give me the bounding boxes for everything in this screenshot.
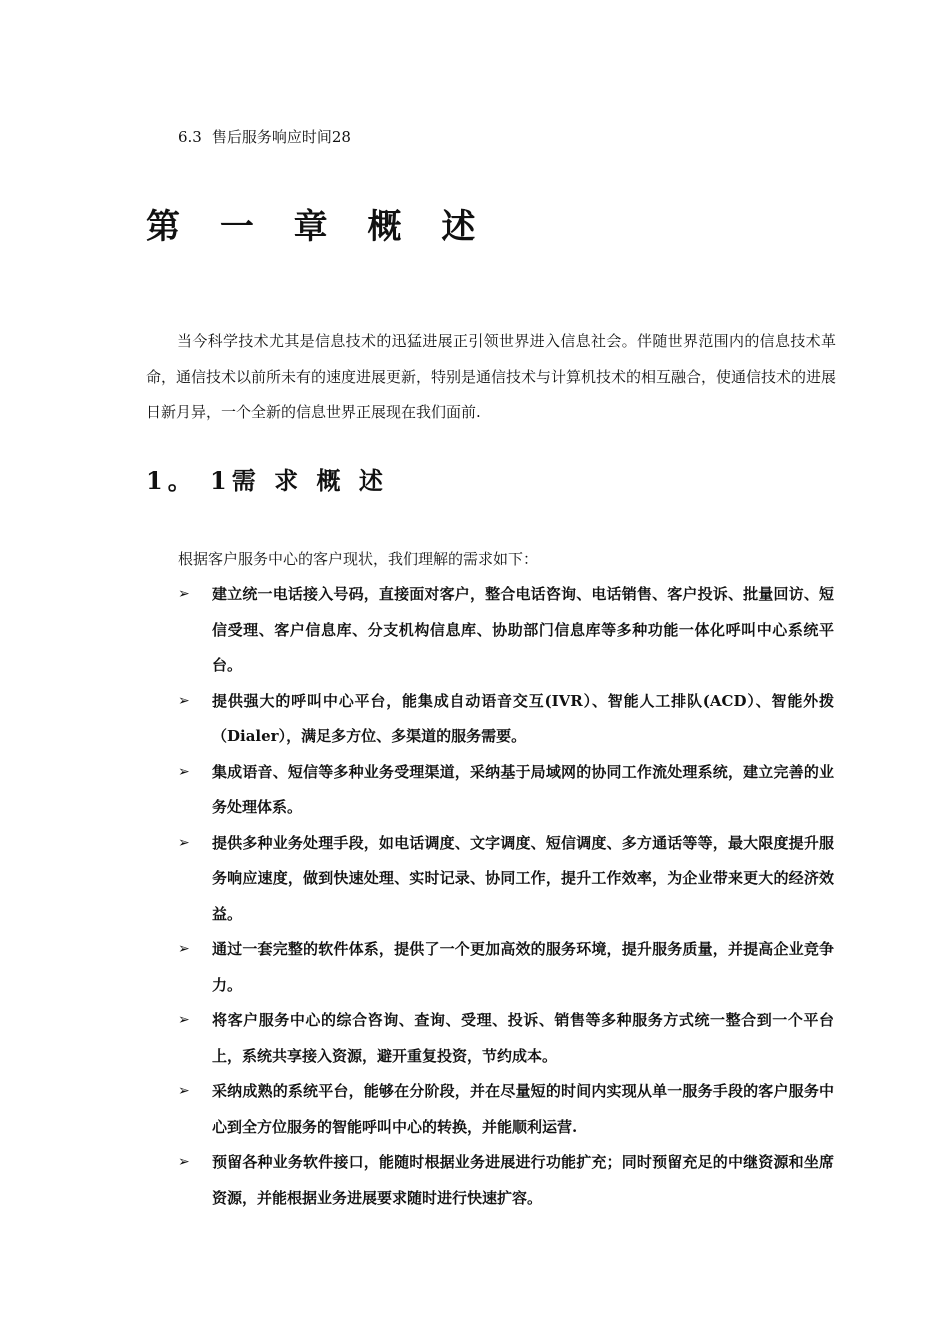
toc-entry-title: 售后服务响应时间28 — [211, 128, 351, 146]
toc-entry[interactable] — [178, 126, 351, 148]
list-item-text: 通过一套完整的软件体系，提供了一个更加高效的服务环境，提升服务质量，并提高企业竞争力。 — [212, 940, 834, 994]
list-item — [178, 1074, 834, 1145]
section-lead-text: 根据客户服务中心的客户现状，我们理解的需求如下： — [178, 550, 539, 568]
list-item-text: 提供强大的呼叫中心平台，能集成自动语音交互(IVR）、智能人工排队(ACD）、智能外拨（Dialer），满足多方位、多渠道的服务需要。 — [212, 691, 834, 745]
chapter-title: 第 一 章 概 述 — [146, 207, 490, 247]
requirements-list — [178, 577, 834, 1216]
arrow-bullet-icon: ➢ — [178, 834, 190, 851]
list-item — [178, 932, 834, 1003]
arrow-bullet-icon: ➢ — [178, 1012, 190, 1028]
arrow-bullet-icon: ➢ — [178, 763, 190, 780]
list-item — [178, 1003, 834, 1074]
list-item-text: 提供多种业务处理手段，如电话调度、文字调度、短信调度、多方通话等等，最大限度提升服务响应速度，做到快速处理、实时记录、协同工作，提升工作效率，为企业带来更大的经济效益。 — [212, 833, 834, 923]
list-item-text: 采纳成熟的系统平台，能够在分阶段，并在尽量短的时间内实现从单一服务手段的客户服务中心到全方位服务的智能呼叫中心的转换，并能顺利运营. — [212, 1082, 834, 1136]
arrow-bullet-icon: ➢ — [178, 1154, 190, 1170]
toc-entry-number: 6.3 — [178, 128, 202, 146]
list-item-text: 建立统一电话接入号码，直接面对客户，整合电话咨询、电话销售、客户投诉、批量回访、短信受理、客户信息库、分支机构信息库、协助部门信息库等多种功能一体化呼叫中心系统平台。 — [212, 585, 834, 674]
list-item — [178, 577, 834, 684]
arrow-bullet-icon: ➢ — [178, 941, 190, 957]
arrow-bullet-icon: ➢ — [178, 1083, 190, 1099]
list-item-text: 将客户服务中心的综合咨询、查询、受理、投诉、销售等多种服务方式统一整合到一个平台上，系统共享接入资源，避开重复投资，节约成本。 — [212, 1011, 834, 1065]
list-item — [178, 684, 834, 755]
list-item-text: 预留各种业务软件接口，能随时根据业务进展进行功能扩充；同时预留充足的中继资源和坐席资源，并能根据业务进展要求随时进行快速扩容。 — [212, 1153, 834, 1207]
intro-paragraph: 当今科学技术尤其是信息技术的迅猛进展正引领世界进入信息社会。伴随世界范围内的信息技术革命，通信技术以前所未有的速度进展更新，特别是通信技术与计算机技术的相互融合，使通信技术的进展日新月异，一个全新的信息世界正展现在我们面前. — [146, 332, 837, 421]
arrow-bullet-icon: ➢ — [178, 692, 190, 709]
list-item — [178, 1145, 834, 1216]
arrow-bullet-icon: ➢ — [178, 586, 190, 602]
list-item — [178, 755, 834, 826]
section-title: 1。 1需 求 概 述 — [146, 466, 388, 495]
list-item-text: 集成语音、短信等多种业务受理渠道，采纳基于局域网的协同工作流处理系统，建立完善的业务处理体系。 — [212, 762, 834, 816]
list-item — [178, 826, 834, 933]
